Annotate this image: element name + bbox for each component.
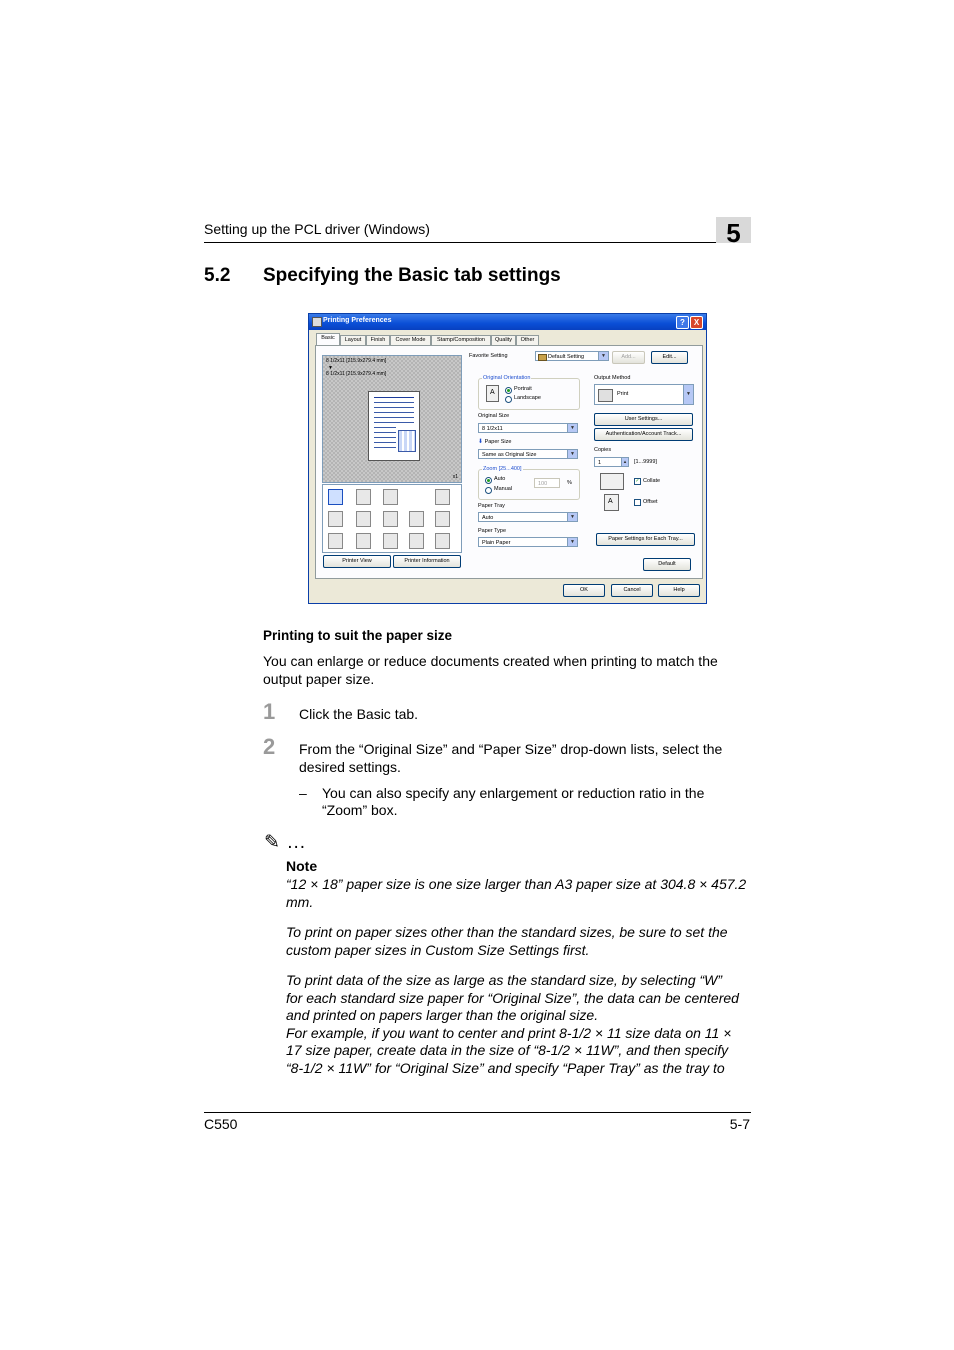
cover-function-icon[interactable]	[435, 533, 450, 549]
zoom-auto-radio[interactable]	[485, 477, 492, 484]
printer-information-button[interactable]: Printer Information	[393, 555, 461, 568]
paper-tray-label: Paper Tray	[478, 503, 505, 509]
note-line: custom paper sizes in Custom Size Settings first.	[286, 941, 590, 958]
paper-settings-each-tray-button[interactable]: Paper Settings for Each Tray...	[596, 533, 695, 546]
sub-bullet-dash: –	[299, 785, 307, 801]
note-line: “8-1/2 × 11W” for “Original Size” and specify “Paper Tray” as the tray to	[286, 1059, 725, 1076]
preview-arrow: ▼	[328, 365, 333, 371]
default-button[interactable]: Default	[643, 558, 691, 571]
zoom-unit: %	[567, 480, 572, 486]
note-line: To print on paper sizes other than the standard sizes, be sure to set the	[286, 924, 728, 940]
favorite-setting-label: Favorite Setting	[469, 353, 508, 359]
output-method-label: Output Method	[594, 375, 631, 381]
subheading: Printing to suit the paper size	[263, 628, 453, 643]
landscape-radio[interactable]	[505, 396, 512, 403]
copy-function-icon[interactable]	[383, 489, 398, 505]
pencil-note-icon: ✎ ...	[264, 832, 307, 853]
zoom-value-input[interactable]	[534, 478, 560, 488]
collate-label: Collate	[643, 478, 661, 484]
dialog-title: Printing Preferences	[323, 317, 392, 324]
chevron-down-icon: ▼	[683, 385, 693, 404]
section-title: Specifying the Basic tab settings	[263, 265, 561, 286]
sub-bullet-line-2: “Zoom” box.	[322, 802, 398, 818]
zoom-manual-radio[interactable]	[485, 487, 492, 494]
step-2-line-2: desired settings.	[299, 759, 401, 775]
running-header: Setting up the PCL driver (Windows)	[204, 221, 430, 237]
finisher-function-icon[interactable]	[383, 533, 398, 549]
collate-checkbox[interactable]: ✓	[635, 478, 640, 484]
note-line: For example, if you want to center and print 8-1/2 × 11 size data on 11 ×	[286, 1024, 732, 1041]
copies-value: 1	[598, 460, 602, 466]
print-preview	[322, 355, 462, 483]
preview-grid-icon	[398, 430, 416, 452]
note-line: 17 size paper, create data in the size of “8-1/2 × 11W”, and then specify	[286, 1042, 729, 1059]
step-1-number: 1	[263, 699, 276, 724]
chapter-number: 5	[726, 218, 741, 248]
original-size-select[interactable]	[478, 423, 578, 433]
staple-function-icon[interactable]	[435, 511, 450, 527]
zoom-manual-label: Manual	[494, 486, 513, 492]
help-button[interactable]: Help	[658, 584, 700, 597]
letter-a-icon: A	[608, 498, 613, 505]
user-settings-button[interactable]: User Settings...	[594, 413, 693, 426]
preview-page	[368, 391, 420, 461]
note-paragraph-2	[286, 924, 750, 959]
booklet-function-icon[interactable]	[409, 511, 424, 527]
preview-size-line-2: 8 1/2x11 [215.9x279.4 mm]	[326, 371, 387, 377]
chevron-down-icon: ▼	[567, 538, 577, 546]
intro-line-2: output paper size.	[263, 671, 375, 687]
note-line: mm.	[286, 893, 314, 910]
add-button[interactable]: Add...	[612, 351, 645, 364]
section-number: 5.2	[204, 265, 231, 286]
note-label: Note	[286, 858, 318, 874]
footer-page-number: 5-7	[729, 1116, 750, 1132]
copies-range: [1...9999]	[634, 459, 657, 465]
offset-checkbox[interactable]	[634, 499, 641, 506]
header-rule	[204, 242, 751, 243]
original-size-label: Original Size	[478, 413, 510, 419]
tab-layout[interactable]: Layout	[340, 335, 366, 345]
favorite-setting-select[interactable]	[535, 351, 609, 361]
chevron-down-icon: ▼	[567, 513, 577, 521]
note-line: for each standard size paper for “Original Size”, the data can be centered	[286, 989, 739, 1006]
output-method-value: Print	[617, 391, 629, 397]
step-2-line-1: From the “Original Size” and “Paper Size” drop-down lists, select the	[299, 741, 723, 757]
favorite-icon	[538, 354, 547, 361]
landscape-label: Landscape	[514, 395, 541, 401]
zoom-auto-label: Auto	[494, 476, 506, 482]
tray-function-icon[interactable]	[356, 533, 371, 549]
combine-function-icon[interactable]	[356, 489, 371, 505]
note-line: “12 × 18” paper size is one size larger than A3 paper size at 304.8 × 457.2	[286, 876, 747, 892]
intro-line-1: You can enlarge or reduce documents created when printing to match the	[263, 653, 718, 669]
note-paragraph-3	[286, 972, 750, 1078]
preview-size-line-1: 8 1/2x11 [215.9x279.4 mm]	[326, 358, 387, 364]
spinner-icon[interactable]: ▴	[621, 458, 628, 466]
print-output-icon	[598, 389, 613, 402]
cancel-button[interactable]: Cancel	[611, 584, 653, 597]
footer-rule	[204, 1112, 751, 1113]
collate-pages-icon	[600, 473, 624, 490]
tab-finish[interactable]: Finish	[366, 335, 390, 345]
portrait-radio[interactable]	[505, 387, 512, 394]
overlay-function-icon[interactable]	[356, 511, 371, 527]
printer-icon	[312, 317, 322, 327]
offset-pages-icon	[604, 494, 619, 511]
paper-type-label: Paper Type	[478, 528, 507, 534]
stamp-function-icon[interactable]	[435, 489, 450, 505]
zoom-group	[478, 469, 580, 500]
footer-model: C550	[204, 1116, 238, 1132]
printer-view-button[interactable]: Printer View	[323, 555, 391, 568]
tab-other[interactable]: Other	[516, 335, 539, 345]
offset-label: Offset	[643, 499, 658, 505]
original-size-value: 8 1/2x11	[482, 426, 503, 432]
tab-stamp-composition[interactable]: Stamp/Composition	[431, 335, 491, 345]
print-function-icon[interactable]	[328, 489, 343, 505]
document-function-icon[interactable]	[328, 511, 343, 527]
note-line: and printed on papers larger than the original size.	[286, 1007, 599, 1024]
paper-size-value: Same as Original Size	[482, 452, 537, 458]
tab-quality[interactable]: Quality	[491, 335, 516, 345]
dialog-title-bar[interactable]	[309, 314, 706, 330]
preview-copies-mark: x1	[452, 474, 458, 480]
ok-button[interactable]: OK	[563, 584, 605, 597]
close-icon[interactable]: X	[690, 316, 703, 329]
chevron-down-icon: ▼	[567, 424, 577, 432]
paper-size-label: Paper Size	[484, 439, 512, 445]
note-paragraph-1	[286, 876, 750, 911]
zoom-label: Zoom [25...400]	[483, 466, 522, 472]
original-orientation-label: Original Orientation	[483, 375, 531, 381]
favorite-setting-value: Default Setting	[548, 354, 585, 360]
portrait-label: Portrait	[514, 386, 532, 392]
fold-function-icon[interactable]	[409, 533, 424, 549]
step-2-number: 2	[263, 734, 276, 759]
step-1-text: Click the Basic tab.	[299, 706, 419, 722]
paper-type-select[interactable]	[478, 537, 578, 547]
copies-input[interactable]	[594, 457, 629, 467]
printing-preferences-dialog	[308, 313, 707, 604]
letter-a-icon: A	[490, 389, 495, 396]
function-icon-grid	[322, 484, 462, 553]
chevron-down-icon: ▼	[567, 450, 577, 458]
paper-tray-select[interactable]	[478, 512, 578, 522]
copies-label: Copies	[594, 447, 612, 453]
paper-tray-value: Auto	[482, 515, 494, 521]
note-line: To print data of the size as large as the standard size, by selecting “W”	[286, 972, 723, 988]
help-icon[interactable]: ?	[676, 316, 689, 329]
sub-bullet-line-1: You can also specify any enlargement or reduction ratio in the	[322, 785, 705, 801]
tab-cover-mode[interactable]: Cover Mode	[390, 335, 431, 345]
paper-size-row	[478, 438, 511, 445]
paper-type-value: Plain Paper	[482, 540, 511, 546]
authentication-account-track-button[interactable]: Authentication/Account Track...	[594, 428, 693, 441]
zoom-value: 100	[538, 481, 548, 487]
duplex-function-icon[interactable]	[383, 511, 398, 527]
paper-size-select[interactable]	[478, 449, 578, 459]
tab-basic[interactable]: Basic	[316, 333, 340, 345]
portrait-page-icon	[486, 385, 499, 402]
punch-function-icon[interactable]	[328, 533, 343, 549]
chevron-down-icon: ▼	[598, 352, 608, 360]
edit-button[interactable]: Edit...	[651, 351, 688, 364]
output-method-select[interactable]	[594, 384, 694, 405]
arrow-down-icon: ⬇	[478, 439, 484, 445]
